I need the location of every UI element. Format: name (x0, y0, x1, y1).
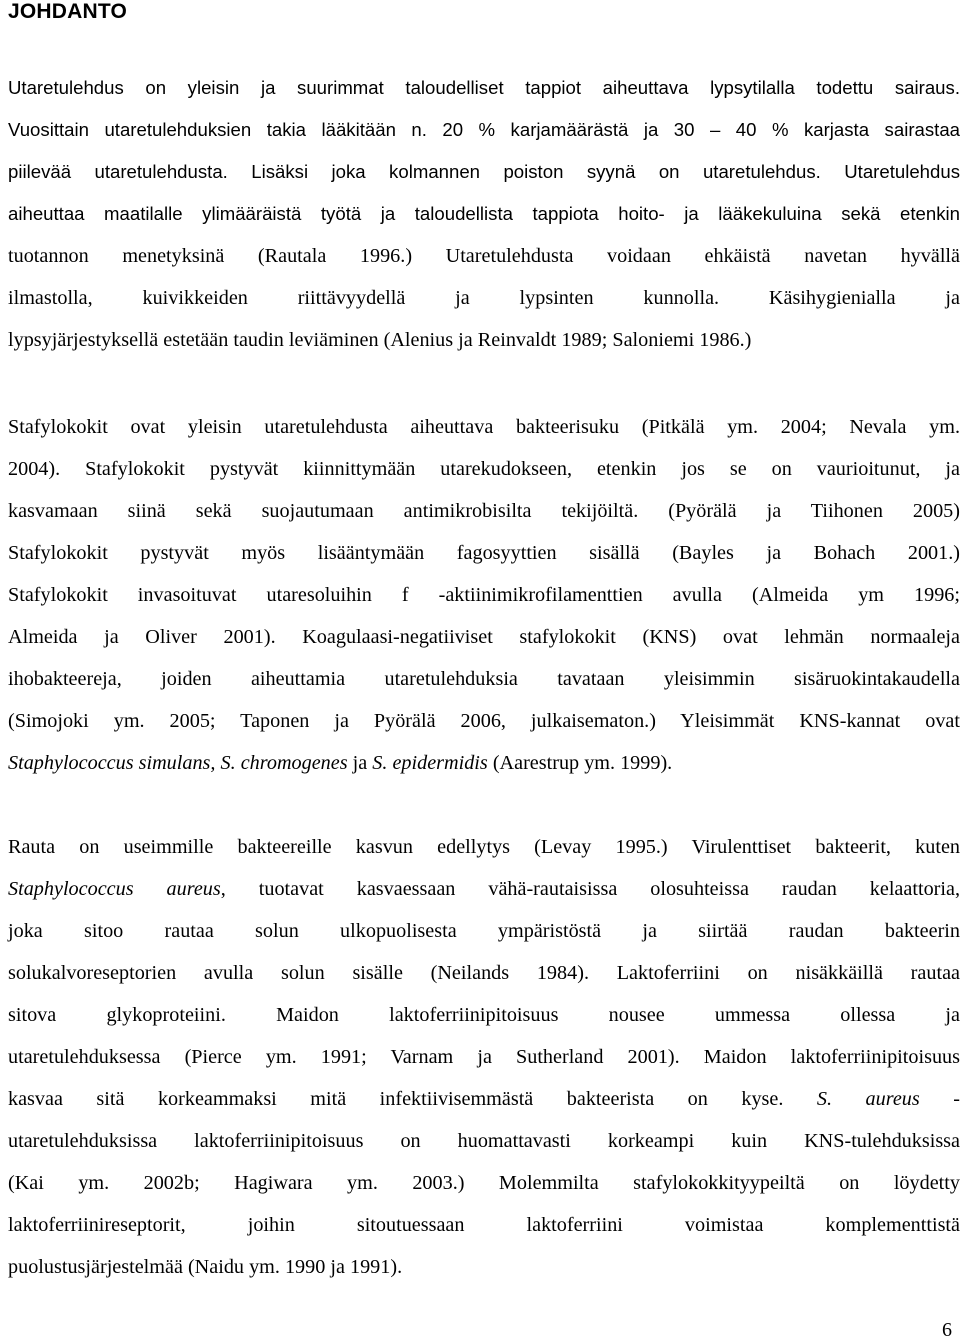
paragraph-iron-lactoferrin (8, 826, 960, 1288)
paragraph-line: 2004). Stafylokokit pystyvät kiinnittymään utarekudokseen, etenkin jos se on vaurioitunut, ja (8, 458, 960, 480)
paragraph-line: utaretulehduksissa laktoferriinipitoisuus on huomattavasti korkeampi kuin KNS-tulehduksissa (8, 1130, 960, 1152)
paragraph-line: ilmastolla, kuivikkeiden riittävyydellä ja lypsinten kunnolla. Käsihygienialla ja (8, 287, 960, 309)
paragraph-line: lypsyjärjestyksellä estetään taudin leviäminen (Alenius ja Reinvaldt 1989; Saloniemi 1986.) (8, 329, 752, 351)
paragraph-mastitis-overview (8, 67, 960, 361)
paragraph-line: Stafylokokit ovat yleisin utaretulehdusta aiheuttava bakteerisuku (Pitkälä ym. 2004; Nevala ym. (8, 416, 960, 438)
paragraph-line: piilevää utaretulehdusta. Lisäksi joka kolmannen poiston syynä on utaretulehdus. Utaretulehdus (8, 161, 960, 182)
paragraph-line: aiheuttaa maatilalle ylimääräistä työtä ja taloudellista tappiota hoito- ja lääkekuluina sekä etenkin (8, 203, 960, 224)
inline-text: ja (347, 752, 373, 774)
paragraph-line: Vuosittain utaretulehduksien takia lääkitään n. 20 % karjamäärästä ja 30 – 40 % karjasta sairastaa (8, 119, 960, 140)
paragraph-line: (Kai ym. 2002b; Hagiwara ym. 2003.) Molemmilta stafylokokkityypeiltä on löydetty (8, 1172, 960, 1194)
species-name: Staphylococcus aureus (8, 878, 221, 900)
paragraph-line: sitova glykoproteiini. Maidon laktoferriinipitoisuus nousee ummessa ollessa ja (8, 1004, 960, 1026)
paragraph-line: Stafylokokit invasoituvat utaresoluihin f -aktiinimikrofilamenttien avulla (Almeida ym 1996; (8, 584, 960, 606)
paragraph-line: ihobakteereja, joiden aiheuttamia utaretulehduksia tavataan yleisimmin sisäruokintakaudella (8, 668, 960, 690)
paragraph-line: (Simojoki ym. 2005; Taponen ja Pyörälä 2006, julkaisematon.) Yleisimmät KNS-kannat ovat (8, 710, 960, 732)
paragraph-line: tuotannon menetyksinä (Rautala 1996.) Utaretulehdusta voidaan ehkäistä navetan hyvällä (8, 245, 960, 267)
paragraph-line (8, 1078, 960, 1120)
species-name: Staphylococcus simulans, S. chromogenes (8, 752, 348, 774)
paragraph-line: Almeida ja Oliver 2001). Koagulaasi-negatiiviset stafylokokit (KNS) ovat lehmän normaaleja (8, 626, 960, 648)
paragraph-line: joka sitoo rautaa solun ulkopuolisesta ympäristöstä ja siirtää raudan bakteerin (8, 920, 960, 942)
paragraph-line: Utaretulehdus on yleisin ja suurimmat taloudelliset tappiot aiheuttava lypsytilalla todettu sairaus. (8, 77, 960, 98)
inline-text: - (919, 1088, 960, 1110)
paragraph-line: utaretulehduksessa (Pierce ym. 1991; Varnam ja Sutherland 2001). Maidon laktoferriinipitoisuus (8, 1046, 960, 1068)
paragraph-staphylococci (8, 406, 960, 784)
paragraph-line: puolustusjärjestelmää (Naidu ym. 1990 ja 1991). (8, 1256, 403, 1278)
paragraph-line: Rauta on useimmille bakteereille kasvun edellytys (Levay 1995.) Virulenttiset bakteerit, kuten (8, 836, 960, 858)
paragraph-line (8, 742, 960, 784)
paragraph-line: solukalvoreseptorien avulla solun sisälle (Neilands 1984). Laktoferriini on nisäkkäillä rautaa (8, 962, 960, 984)
paragraph-line (8, 868, 960, 910)
paragraph-line: kasvamaan siinä sekä suojautumaan antimikrobisilta tekijöiltä. (Pyörälä ja Tiihonen 2005) (8, 500, 960, 522)
species-name: S. epidermidis (372, 752, 488, 774)
inline-text: , tuotavat kasvaessaan vähä-rautaisissa olosuhteissa raudan kelaattoria, (220, 878, 960, 900)
species-name: S. aureus (816, 1088, 920, 1110)
paragraph-line: laktoferriinireseptorit, joihin sitoutuessaan laktoferriini voimistaa komplementtistä (8, 1214, 960, 1236)
paragraph-line: Stafylokokit pystyvät myös lisääntymään fagosyyttien sisällä (Bayles ja Bohach 2001.) (8, 542, 960, 564)
page-number: 6 (942, 1319, 952, 1341)
inline-text: kasvaa sitä korkeammaksi mitä infektiivisemmästä bakteerista on kyse. (8, 1088, 817, 1110)
inline-text: (Aarestrup ym. 1999). (487, 752, 673, 774)
section-heading: JOHDANTO (8, 0, 128, 23)
